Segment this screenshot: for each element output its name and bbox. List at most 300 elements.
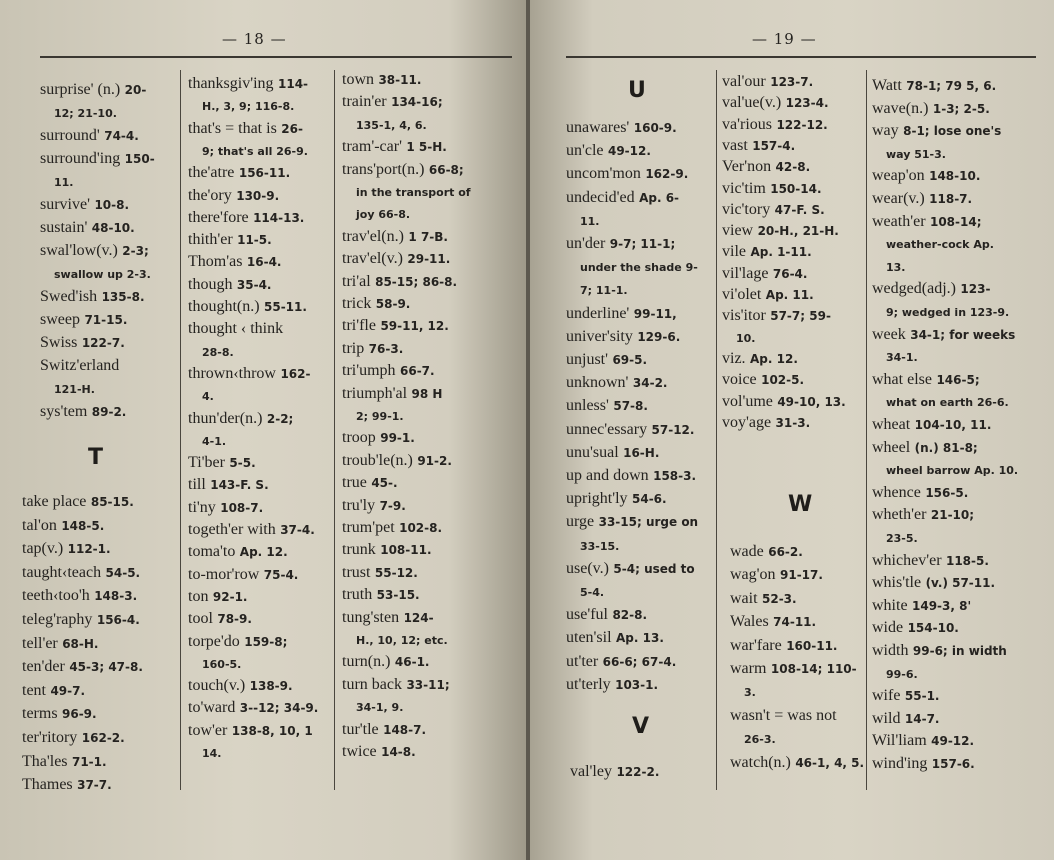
entry-headword: tri'al (342, 272, 371, 290)
index-entry (872, 596, 971, 616)
index-entry (722, 392, 846, 412)
entry-reference: 89-2. (91, 405, 127, 419)
entry-headword: troop (342, 429, 376, 447)
entry-reference: 99-6; in width (912, 644, 1007, 658)
entry-headword: watch(n.) (730, 753, 791, 771)
index-entry (872, 483, 968, 503)
index-entry (22, 492, 134, 512)
index-entry (188, 230, 272, 250)
entry-headword: vi'olet (722, 286, 762, 303)
entry-reference: 53-15. (376, 588, 420, 603)
column-divider (180, 70, 181, 790)
header-rule-right (566, 56, 1036, 58)
index-entry (886, 528, 918, 549)
entry-reference: 114- (278, 77, 309, 91)
entry-reference: 92-1. (212, 589, 248, 604)
index-entry (356, 115, 427, 136)
entry-reference: 45-. (371, 476, 398, 491)
entry-headword: train'er (342, 93, 387, 111)
index-entry (188, 297, 307, 317)
entry-headword: voice (722, 371, 757, 389)
entry-headword: wade (730, 543, 764, 560)
entry-reference: 76-4. (772, 266, 808, 281)
entry-reference: 14-8. (381, 745, 416, 759)
index-entry (188, 319, 283, 339)
entry-reference: 20-H., 21-H. (757, 224, 839, 239)
entry-reference: 1-3; 2-5. (932, 101, 990, 116)
entry-reference: 46-1, 4, 5. (795, 755, 865, 770)
entry-headword: trav'el(n.) (342, 227, 404, 245)
index-entry (566, 164, 688, 184)
entry-reference: 10-8. (94, 198, 130, 212)
index-entry (342, 249, 450, 269)
entry-headword: weath'er (872, 212, 926, 230)
entry-headword: wind'ing (872, 755, 928, 772)
entry-reference: 38-11. (378, 73, 422, 87)
index-entry (22, 586, 137, 606)
entry-reference: 103-1. (615, 677, 659, 692)
entry-reference: 69-5. (612, 353, 648, 367)
entry-continuation: 10. (736, 331, 756, 345)
entry-headword: Thom'as (188, 253, 243, 271)
entry-reference: 59-11, 12. (380, 319, 449, 334)
index-entry (566, 628, 664, 648)
entry-headword: Ti'ber (188, 454, 225, 472)
entry-headword: teleg'raphy (22, 611, 93, 628)
entry-headword: wear(v.) (872, 190, 925, 207)
entry-headword: sys'tem (40, 403, 88, 420)
index-entry (886, 664, 918, 685)
index-entry (188, 409, 293, 429)
index-entry (886, 347, 918, 368)
entry-headword: trunk (342, 541, 376, 559)
entry-continuation: 11. (54, 176, 74, 189)
index-entry (730, 612, 816, 632)
index-entry (342, 70, 421, 90)
index-entry (22, 657, 143, 677)
index-entry (342, 160, 464, 180)
index-entry (22, 539, 111, 559)
entry-headword: uncom'mon (566, 165, 641, 183)
index-entry (40, 333, 125, 353)
index-entry (872, 325, 1015, 345)
entry-continuation: 7; 11-1. (580, 284, 628, 298)
entry-reference: Ap. 12. (239, 545, 288, 560)
entry-headword: to-mor'row (188, 565, 260, 583)
entry-headword: whence (872, 483, 921, 501)
entry-reference: 57-8. (613, 399, 648, 414)
entry-headword: vic'tory (722, 200, 771, 218)
index-entry (886, 302, 1009, 323)
index-entry (872, 505, 974, 525)
entry-reference: Ap. 13. (616, 631, 664, 646)
entry-reference: 71-15. (84, 313, 128, 327)
entry-reference: Ap. 11. (765, 288, 814, 302)
index-entry (730, 706, 837, 726)
entry-headword: viz. (722, 349, 746, 367)
entry-headword: vast (722, 136, 748, 154)
entry-headword: surround' (40, 127, 100, 144)
index-entry (188, 74, 308, 94)
entry-reference: 78-9. (217, 612, 252, 627)
entry-headword: swal'low(v.) (40, 242, 118, 259)
entry-reference: 150- (124, 152, 155, 166)
entry-headword: Wil'liam (872, 732, 927, 750)
entry-headword: town (342, 71, 374, 88)
entry-reference: 162- (280, 366, 311, 381)
entry-reference: 7-9. (379, 498, 406, 513)
index-entry (722, 221, 839, 241)
entry-continuation: 5-4. (580, 586, 605, 599)
entry-headword: tell'er (22, 634, 58, 652)
column-divider (334, 70, 335, 790)
entry-reference: 55-1. (904, 689, 940, 704)
index-entry (722, 349, 798, 369)
entry-continuation: 13. (886, 260, 906, 274)
index-entry (202, 141, 308, 162)
entry-reference: 33-15; urge on (598, 515, 699, 530)
entry-continuation: 26-3. (744, 733, 776, 747)
entry-headword: war'fare (730, 636, 782, 654)
index-entry (736, 328, 756, 349)
entry-headword: way (872, 122, 899, 140)
entry-headword: thought(n.) (188, 298, 260, 315)
entry-headword: unu'sual (566, 443, 619, 461)
entry-reference: 130-9. (236, 188, 280, 203)
entry-headword: whichev'er (872, 551, 942, 569)
entry-reference: 21-10; (930, 508, 975, 523)
index-entry (202, 96, 294, 117)
index-entry (722, 157, 810, 177)
entry-reference: 49-12. (607, 144, 651, 159)
entry-headword: thought ‹ think (188, 320, 284, 338)
entry-reference: 122-2. (616, 765, 660, 779)
entry-headword: wave(n.) (872, 99, 929, 117)
entry-reference: 162-9. (645, 167, 689, 182)
index-entry (580, 211, 600, 232)
entry-reference: 108-14; (929, 214, 982, 229)
entry-headword: to'ward (188, 699, 236, 717)
entry-headword: there'fore (188, 208, 249, 226)
index-entry (872, 189, 972, 209)
entry-headword: use(v.) (566, 559, 609, 577)
index-entry (566, 489, 667, 509)
entry-reference: 99-1. (380, 431, 415, 446)
entry-continuation: 160-5. (202, 657, 242, 671)
index-entry (872, 686, 939, 706)
index-entry (356, 204, 410, 225)
entry-headword: surprise' (n.) (40, 81, 121, 98)
entry-reference: 134-16; (391, 95, 443, 110)
entry-continuation: 4. (202, 390, 214, 404)
index-entry (202, 654, 241, 675)
index-entry (730, 589, 797, 609)
index-entry (342, 227, 448, 247)
entry-headword: till (188, 476, 206, 494)
entry-headword: trick (342, 295, 372, 312)
entry-reference: 47-F. S. (774, 202, 825, 217)
entry-reference: 76-3. (368, 341, 404, 356)
index-entry (722, 264, 807, 284)
entry-reference: 58-9. (375, 297, 411, 311)
index-entry (886, 234, 994, 255)
entry-headword: ut'terly (566, 675, 611, 693)
entry-headword: val'our (722, 73, 766, 90)
index-entry (40, 310, 127, 330)
entry-headword: Watt (872, 77, 902, 94)
index-entry (566, 350, 647, 370)
entry-reference: 74-11. (773, 615, 817, 630)
index-entry (40, 80, 146, 100)
entry-reference: 57-12. (651, 422, 695, 437)
index-entry (22, 563, 140, 583)
entry-continuation: H., 3, 9; 116-8. (202, 100, 295, 114)
entry-reference: 146-5; (936, 372, 980, 387)
entry-continuation: 28-8. (202, 345, 234, 359)
index-entry (872, 212, 982, 232)
index-entry (342, 428, 415, 448)
entry-reference: 112-1. (67, 542, 111, 557)
entry-reference: 162-2. (81, 731, 125, 745)
entry-reference: 9-7; 11-1; (609, 237, 676, 251)
entry-reference: 123- (960, 282, 991, 297)
index-entry (566, 420, 694, 440)
index-entry (872, 573, 995, 593)
entry-continuation: in the transport of (356, 186, 471, 199)
entry-reference: 68-H. (62, 636, 99, 651)
index-entry (342, 137, 447, 157)
entry-headword: trans'port(n.) (342, 160, 425, 178)
entry-headword: trav'el(v.) (342, 250, 403, 268)
entry-headword: Ver'non (722, 158, 772, 176)
index-entry (342, 720, 426, 740)
entry-headword: take place (22, 493, 87, 510)
index-entry (202, 743, 222, 764)
index-entry (40, 402, 126, 422)
entry-reference: 122-7. (81, 336, 125, 350)
entry-continuation: joy 66-8. (356, 208, 411, 222)
index-entry (202, 386, 214, 407)
entry-headword: that's = that is (188, 119, 277, 137)
index-entry (566, 443, 659, 463)
entry-headword: unawares' (566, 119, 630, 136)
entry-continuation: 121-H. (54, 383, 95, 396)
entry-reference: 85-15; 86-8. (375, 274, 458, 289)
entry-reference: 138-8, 10, 1 (231, 723, 313, 738)
entry-headword: tal'on (22, 516, 57, 534)
entry-reference: 102-8. (399, 521, 443, 535)
index-entry (188, 609, 252, 629)
index-entry (188, 721, 313, 741)
index-entry (566, 396, 648, 416)
entry-reference: 66-7. (400, 364, 435, 379)
index-entry (886, 392, 1009, 413)
entry-reference: 55-12. (374, 565, 418, 580)
index-entry (730, 659, 857, 679)
entry-reference: 45-3; 47-8. (69, 660, 143, 675)
index-entry (722, 72, 813, 92)
entry-continuation: 135-1, 4, 6. (356, 118, 427, 132)
entry-headword: wedged(adj.) (872, 280, 956, 298)
entry-reference: 150-14. (770, 181, 822, 196)
entry-reference: 2-2; (266, 411, 294, 426)
index-entry (188, 208, 304, 228)
index-entry (566, 118, 677, 138)
entry-reference: 75-4. (263, 567, 299, 582)
entry-continuation: under the shade 9- (580, 261, 698, 275)
entry-headword: unjust' (566, 351, 608, 368)
entry-reference: 91-17. (780, 568, 823, 583)
entry-reference: (n.) 81-8; (914, 440, 978, 455)
index-entry (342, 361, 435, 381)
entry-reference: 157-4. (752, 138, 796, 153)
entry-headword: wheth'er (872, 506, 927, 524)
entry-continuation: 2; 99-1. (356, 410, 404, 423)
index-entry (188, 364, 310, 384)
entry-reference: 66-2. (768, 545, 803, 559)
entry-headword: troub'le(n.) (342, 451, 413, 469)
entry-reference: 108-11. (380, 543, 432, 558)
index-entry (22, 681, 85, 701)
index-entry (872, 415, 991, 435)
entry-reference: 49-7. (50, 683, 86, 698)
entry-reference: 37-7. (77, 778, 112, 793)
entry-reference: 35-4. (236, 277, 272, 292)
index-entry (566, 675, 658, 695)
index-entry (356, 406, 404, 427)
entry-continuation: 9; that's all 26-9. (202, 144, 308, 158)
entry-headword: the'ory (188, 186, 232, 204)
entry-headword: tung'sten (342, 608, 400, 626)
entry-headword: urge (566, 513, 595, 531)
index-entry (188, 587, 248, 607)
header-rule-left (40, 56, 512, 58)
entry-reference: 104-10, 11. (914, 418, 992, 432)
entry-reference: 123-7. (770, 75, 814, 89)
entry-reference: Ap. 1-11. (750, 245, 812, 260)
entry-continuation: 14. (202, 747, 222, 760)
entry-reference: Ap. 12. (750, 351, 798, 366)
entry-reference: 99-11, (633, 306, 677, 321)
entry-headword: thun'der(n.) (188, 409, 263, 427)
entry-continuation: swallow up 2-3. (54, 268, 151, 281)
index-entry (188, 252, 281, 272)
entry-reference: 2-3; (122, 244, 149, 258)
index-entry (722, 413, 810, 433)
entry-headword: wheel (872, 438, 911, 456)
entry-continuation: wheel barrow Ap. 10. (886, 464, 1019, 478)
entry-headword: tur'tle (342, 720, 379, 738)
entry-reference: 135-8. (101, 290, 145, 304)
entry-headword: width (872, 642, 909, 659)
entry-headword: trust (342, 563, 371, 581)
entry-reference: 20- (124, 83, 147, 97)
section-letter-w: W (788, 492, 813, 517)
index-entry (872, 279, 990, 299)
entry-reference: 54-6. (632, 492, 667, 507)
entry-reference: 29-11. (407, 252, 451, 267)
entry-continuation: weather-cock Ap. (886, 238, 994, 252)
index-entry (872, 76, 996, 96)
entry-headword: up and down (566, 467, 649, 484)
entry-reference: 11-5. (237, 233, 272, 248)
index-entry (54, 379, 95, 400)
index-entry (342, 563, 418, 583)
entry-continuation: 33-15. (580, 539, 620, 553)
index-entry (722, 370, 804, 390)
entry-reference: 157-6. (931, 757, 975, 771)
index-entry (54, 172, 74, 193)
entry-headword: survive' (40, 196, 90, 213)
index-entry (342, 675, 450, 695)
entry-headword: val'ue(v.) (722, 94, 782, 112)
column-divider (866, 70, 867, 790)
index-entry (188, 676, 293, 696)
index-entry (730, 542, 803, 562)
entry-headword: togeth'er with (188, 521, 276, 538)
entry-headword: Wales (730, 613, 769, 631)
entry-headword: undecid'ed (566, 188, 635, 206)
index-entry (40, 287, 145, 307)
entry-headword: uten'sil (566, 629, 612, 647)
index-entry (744, 729, 776, 750)
index-entry (570, 762, 659, 782)
entry-headword: unknown' (566, 374, 629, 392)
entry-headword: ten'der (22, 658, 65, 676)
index-entry (566, 559, 695, 579)
index-entry (566, 188, 679, 208)
index-entry (872, 551, 989, 571)
entry-headword: Tha'les (22, 752, 68, 770)
index-entry (342, 272, 457, 292)
index-entry (188, 275, 272, 295)
entry-reference: 129-6. (637, 329, 681, 344)
entry-reference: 66-6; 67-4. (602, 654, 677, 669)
entry-headword: though (188, 275, 233, 293)
entry-reference: 8-1; lose one's (903, 124, 1002, 139)
entry-reference: 156-4. (96, 613, 140, 627)
index-entry (342, 316, 449, 336)
entry-continuation: way 51-3. (886, 147, 946, 161)
entry-reference: 46-1. (394, 655, 430, 670)
entry-headword: whis'tle (872, 574, 922, 592)
entry-reference: 33-11; (406, 677, 450, 692)
index-entry (356, 697, 403, 718)
index-entry (872, 709, 940, 729)
index-entry (580, 280, 628, 301)
index-entry (22, 634, 98, 654)
entry-headword: sustain' (40, 219, 88, 236)
index-entry (722, 93, 829, 113)
index-entry (188, 498, 263, 518)
index-entry (22, 728, 125, 748)
entry-reference: 31-3. (775, 415, 811, 430)
index-entry (188, 632, 287, 652)
entry-headword: un'der (566, 235, 606, 252)
entry-headword: Switz'erland (40, 357, 120, 374)
entry-headword: vol'ume (722, 392, 773, 410)
entry-headword: touch(v.) (188, 677, 246, 695)
index-entry (22, 610, 140, 630)
index-entry (202, 342, 234, 363)
index-entry (40, 241, 149, 261)
index-entry (872, 641, 1007, 661)
entry-headword: un'cle (566, 142, 604, 160)
entry-continuation: what on earth 26-6. (886, 396, 1009, 410)
entry-reference: 49-12. (931, 734, 975, 749)
entry-headword: tow'er (188, 721, 228, 739)
entry-headword: Swiss (40, 334, 78, 351)
